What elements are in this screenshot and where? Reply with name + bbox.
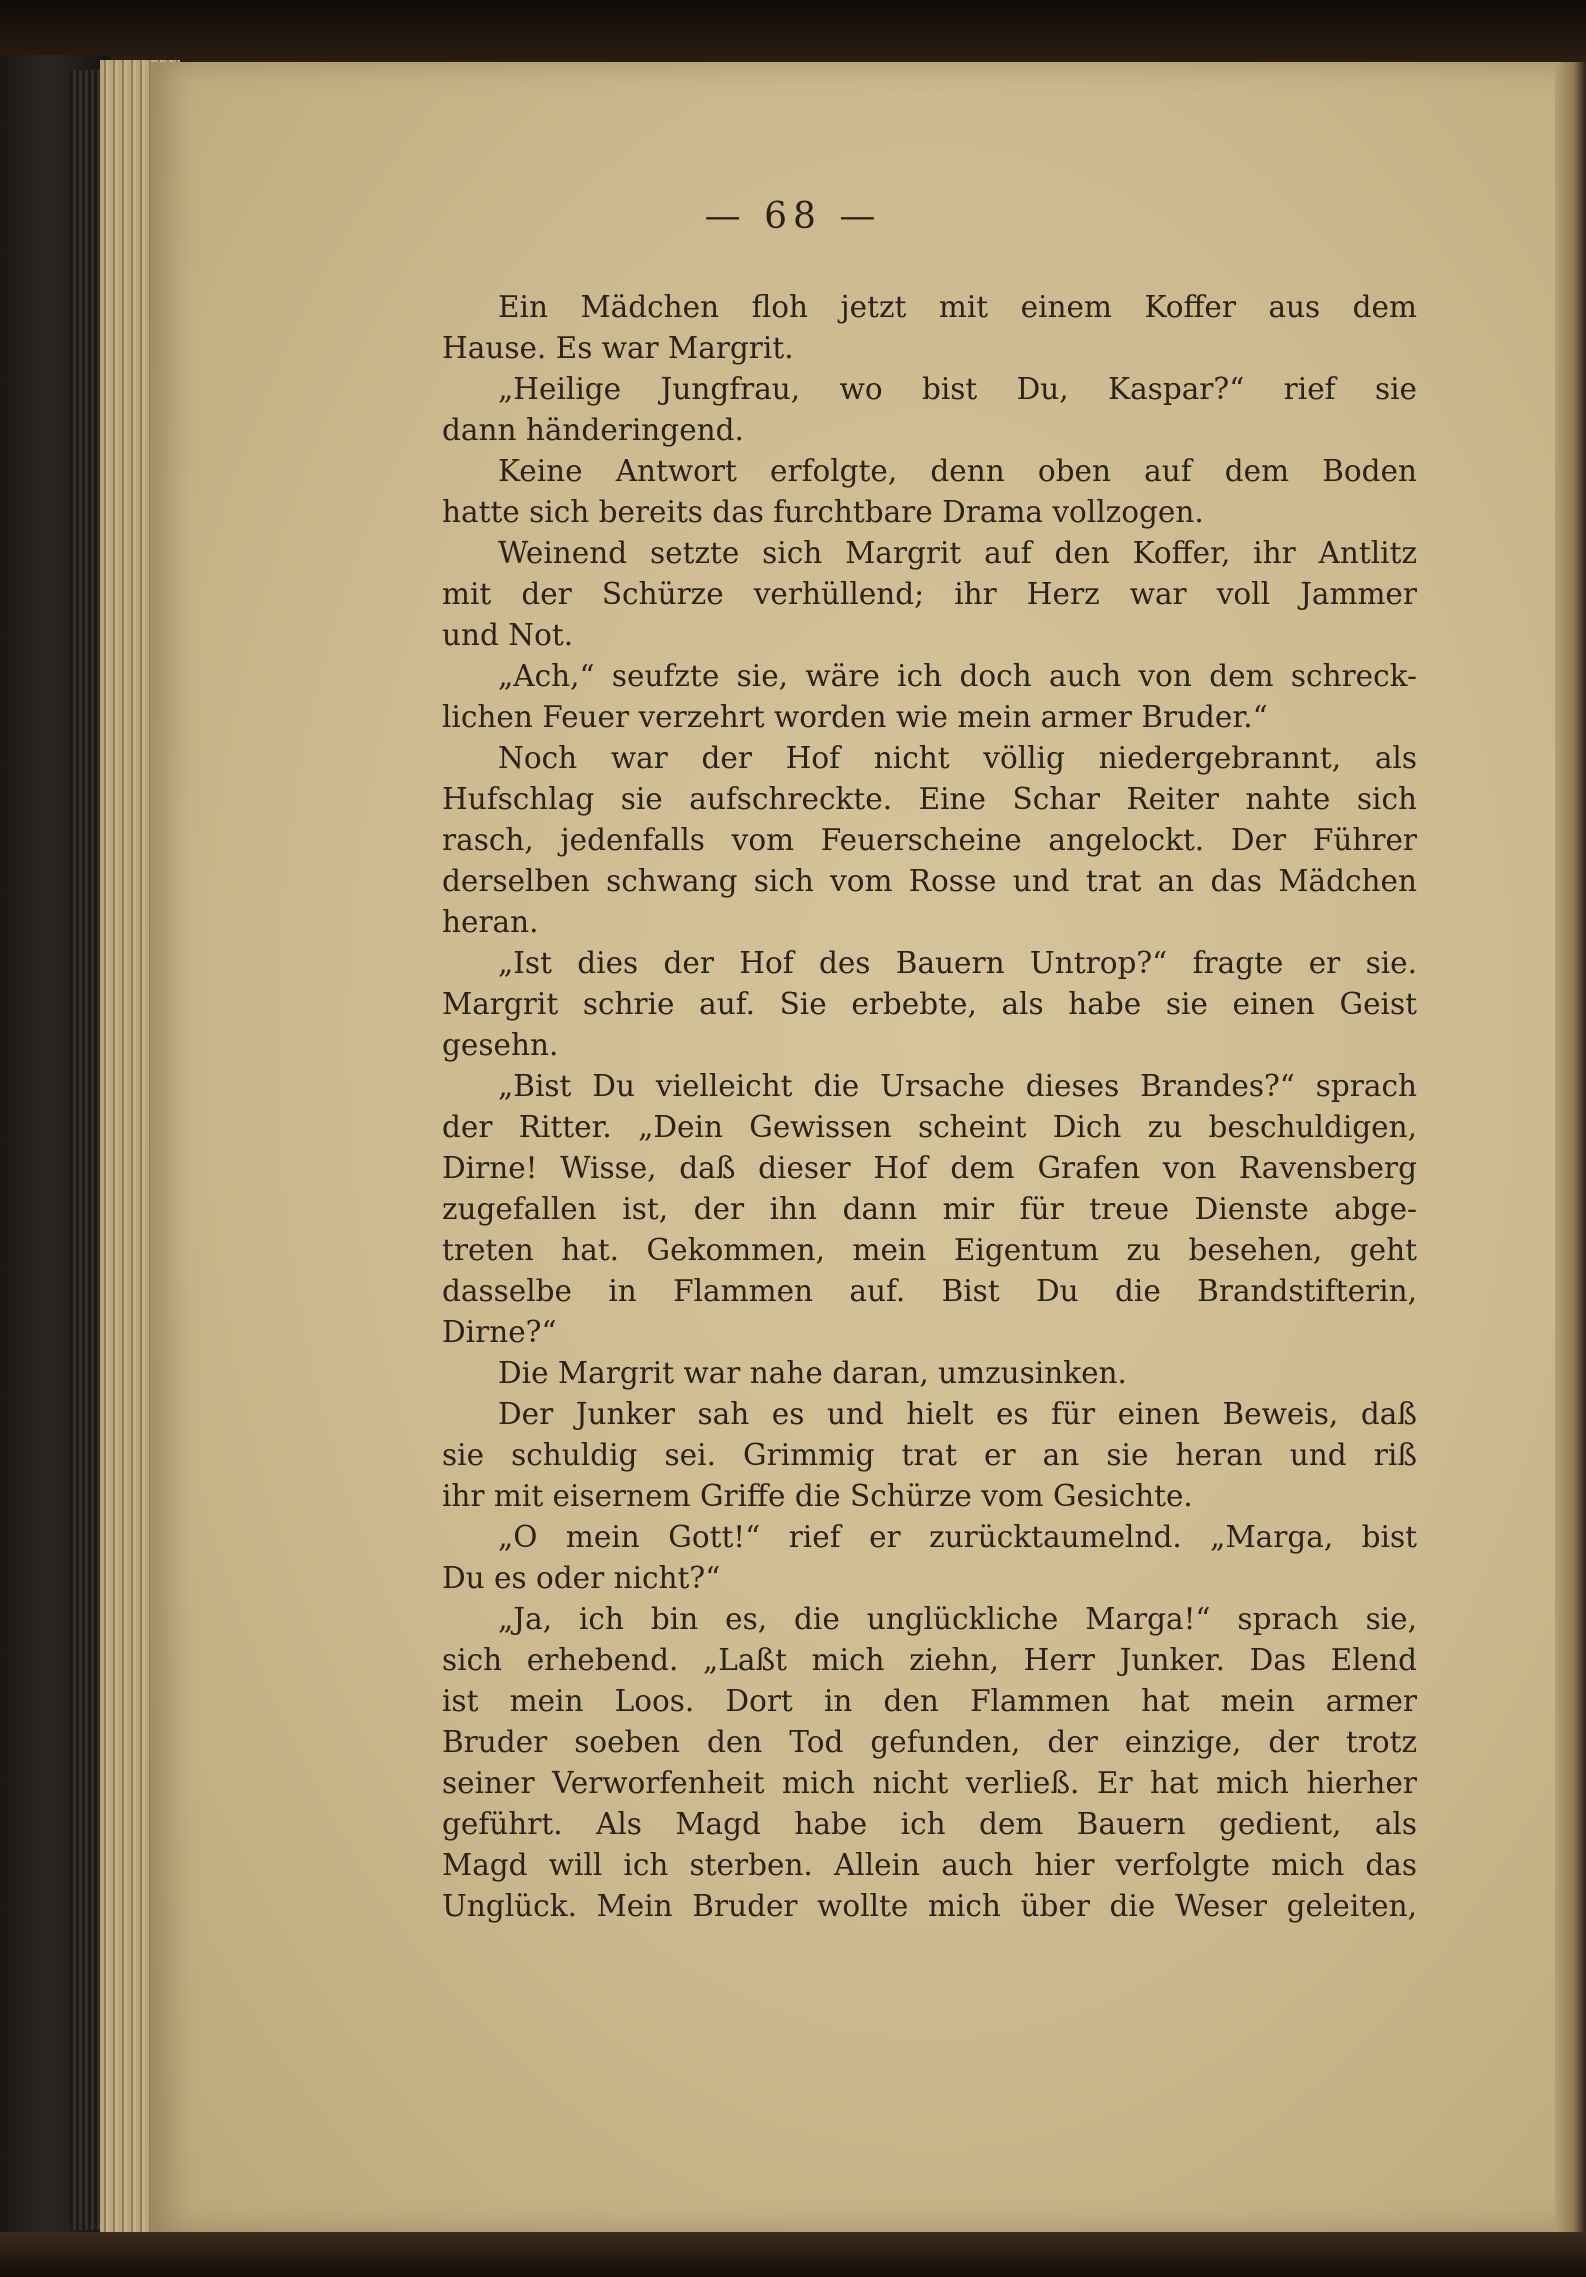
- text-line: Noch war der Hof nicht völlig niedergebrannt, als: [498, 741, 1417, 775]
- text-line: derselben schwang sich vom Rosse und trat an das Mädchen: [442, 864, 1417, 898]
- text-line: sich erhebend. „Laßt mich ziehn, Herr Junker. Das Elend: [442, 1643, 1417, 1677]
- text-line: lichen Feuer verzehrt worden wie mein armer Bruder.“: [442, 700, 1268, 734]
- text-line: Weinend setzte sich Margrit auf den Koffer, ihr Antlitz: [498, 536, 1417, 570]
- text-line: Keine Antwort erfolgte, denn oben auf dem Boden: [498, 454, 1417, 488]
- text-line: dasselbe in Flammen auf. Bist Du die Brandstifterin,: [442, 1274, 1417, 1308]
- text-line: Ein Mädchen floh jetzt mit einem Koffer aus dem: [498, 290, 1417, 324]
- text-line: dann händeringend.: [442, 413, 744, 447]
- text-line: Unglück. Mein Bruder wollte mich über die Weser geleiten,: [442, 1889, 1417, 1923]
- page-number: — 68 —: [704, 196, 882, 237]
- page-right-edge: [1555, 62, 1586, 2242]
- text-line: mit der Schürze verhüllend; ihr Herz war voll Jammer: [442, 577, 1417, 611]
- text-line: sie schuldig sei. Grimmig trat er an sie heran und riß: [442, 1438, 1417, 1472]
- scan-background-bottom: [0, 2232, 1586, 2277]
- text-line: Der Junker sah es und hielt es für einen Beweis, daß: [498, 1397, 1417, 1431]
- text-line: Du es oder nicht?“: [442, 1561, 721, 1595]
- text-line: Dirne! Wisse, daß dieser Hof dem Grafen von Ravensberg: [442, 1151, 1417, 1185]
- text-line: Die Margrit war nahe daran, umzusinken.: [498, 1356, 1127, 1390]
- text-line: geführt. Als Magd habe ich dem Bauern gedient, als: [442, 1807, 1417, 1841]
- text-line: gesehn.: [442, 1028, 559, 1062]
- text-line: Hufschlag sie aufschreckte. Eine Schar Reiter nahte sich: [442, 782, 1417, 816]
- text-line: „Ja, ich bin es, die unglückliche Marga!“ sprach sie,: [498, 1602, 1417, 1636]
- text-line: seiner Verworfenheit mich nicht verließ. Er hat mich hierher: [442, 1766, 1417, 1800]
- text-line: treten hat. Gekommen, mein Eigentum zu besehen, geht: [442, 1233, 1417, 1267]
- text-line: und Not.: [442, 618, 574, 652]
- text-line: „Ist dies der Hof des Bauern Untrop?“ fragte er sie.: [498, 946, 1417, 980]
- text-line: der Ritter. „Dein Gewissen scheint Dich zu beschuldigen,: [442, 1110, 1417, 1144]
- text-line: Magd will ich sterben. Allein auch hier verfolgte mich das: [442, 1848, 1417, 1882]
- text-line: hatte sich bereits das furchtbare Drama vollzogen.: [442, 495, 1204, 529]
- text-line: „Heilige Jungfrau, wo bist Du, Kaspar?“ rief sie: [498, 372, 1417, 406]
- text-line: Bruder soeben den Tod gefunden, der einzige, der trotz: [442, 1725, 1417, 1759]
- text-line: zugefallen ist, der ihn dann mir für treue Dienste abge-: [442, 1192, 1417, 1226]
- text-line: heran.: [442, 905, 539, 939]
- text-line: rasch, jedenfalls vom Feuerscheine angelockt. Der Führer: [442, 823, 1417, 857]
- text-line: „Ach,“ seufzte sie, wäre ich doch auch von dem schreck-: [498, 659, 1417, 693]
- text-line: ist mein Loos. Dort in den Flammen hat mein armer: [442, 1684, 1417, 1718]
- text-line: Dirne?“: [442, 1315, 557, 1349]
- text-line: ihr mit eisernem Griffe die Schürze vom Gesichte.: [442, 1479, 1193, 1513]
- text-line: Hause. Es war Margrit.: [442, 331, 794, 365]
- scan-background-top: [0, 0, 1586, 62]
- text-line: Margrit schrie auf. Sie erbebte, als habe sie einen Geist: [442, 987, 1417, 1021]
- text-line: „Bist Du vielleicht die Ursache dieses Brandes?“ sprach: [498, 1069, 1417, 1103]
- body-text: [442, 287, 1417, 1927]
- binding-cloth-edge: [70, 70, 104, 2230]
- text-line: „O mein Gott!“ rief er zurücktaumelnd. „Marga, bist: [498, 1520, 1417, 1554]
